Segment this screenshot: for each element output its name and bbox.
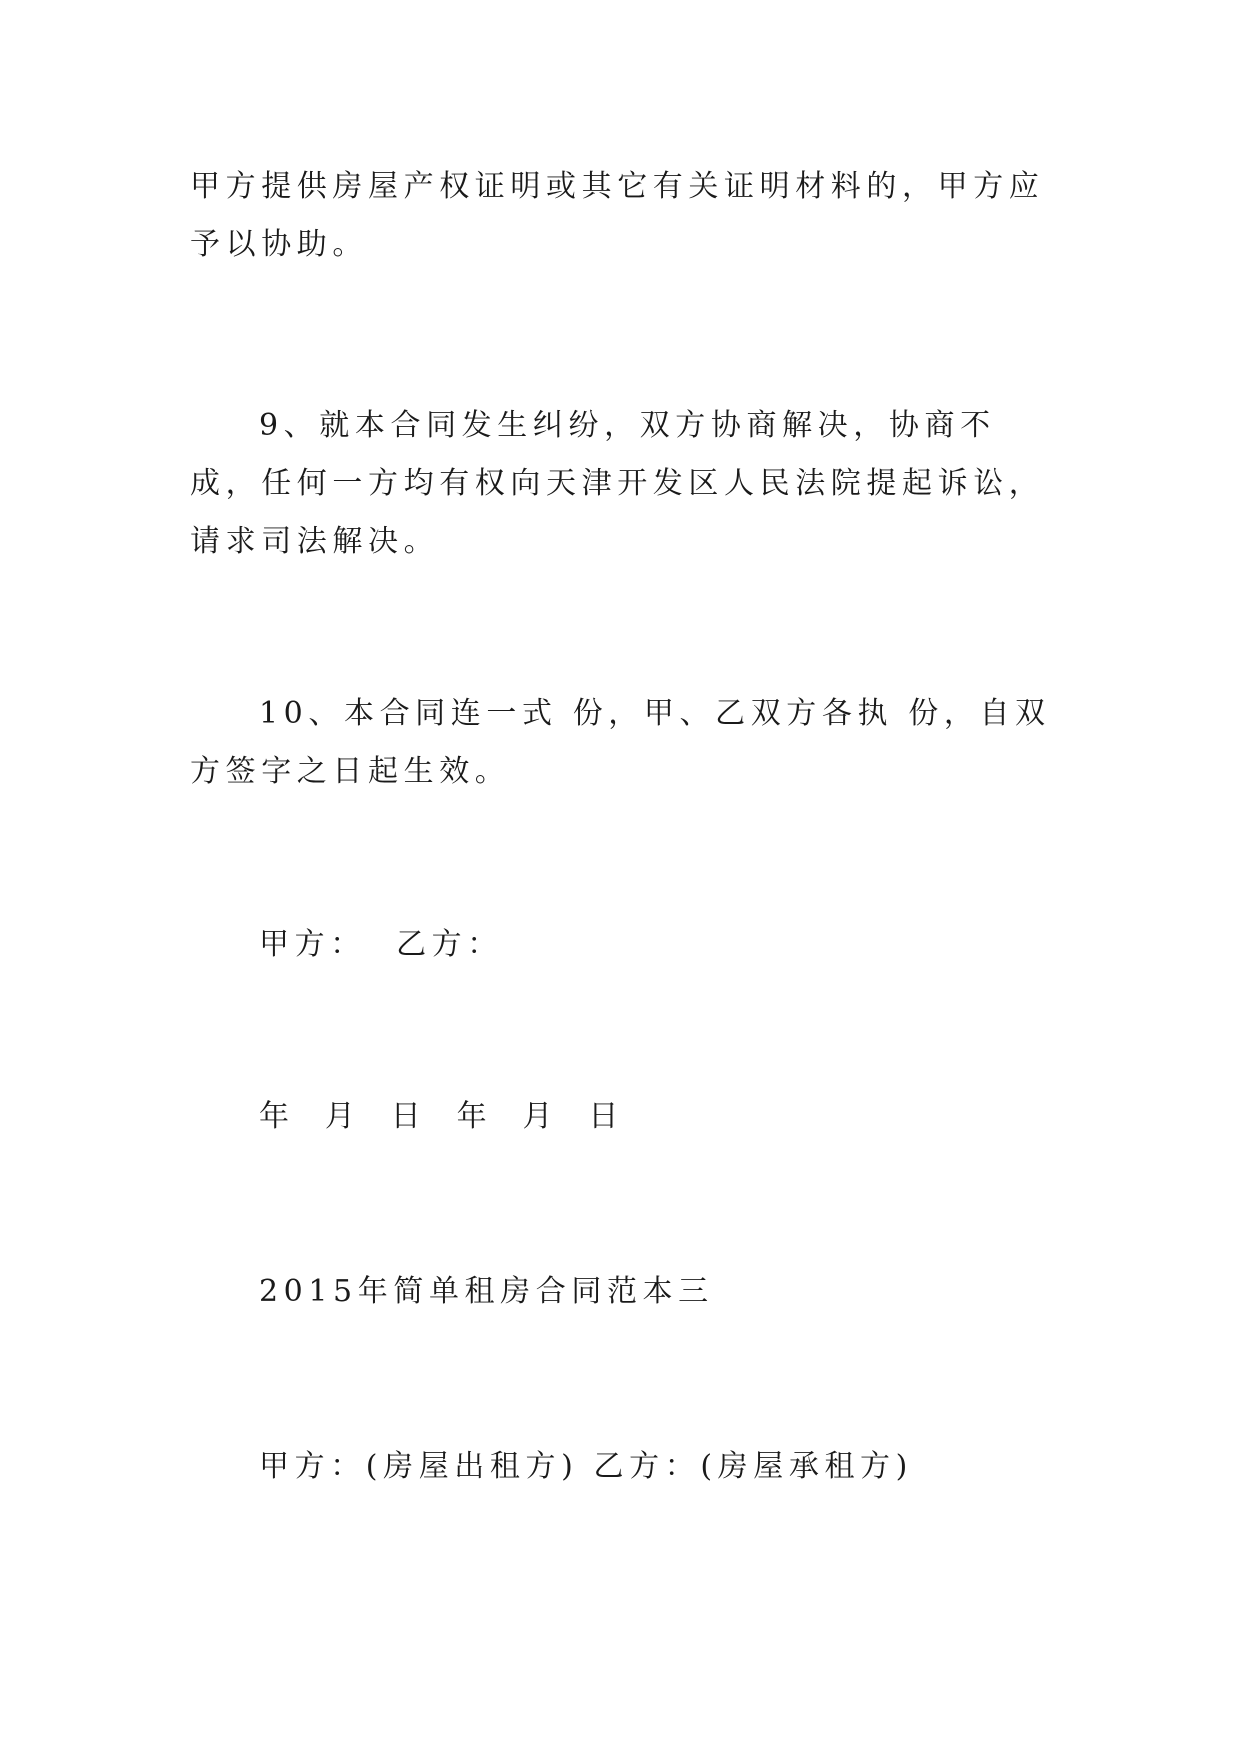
date-line: 年 月 日 年 月 日 (259, 1099, 624, 1134)
paragraph-clause-9: 9、就本合同发生纠纷，双方协商解决，协商不成，任何一方均有权向天津开发区人民法院提起诉讼，请求司法解决。 (190, 408, 1045, 559)
parties-line: 甲方：(房屋出租方) 乙方：(房屋承租方) (259, 1449, 913, 1484)
section-title: 2015年简单租房合同范本三 (259, 1274, 714, 1309)
paragraph-property-proof: 甲方提供房屋产权证明或其它有关证明材料的，甲方应予以协助。 (190, 169, 1045, 262)
signature-line: 甲方： 乙方： (259, 927, 503, 962)
paragraph-clause-10: 10、本合同连一式 份，甲、乙双方各执 份，自双方签字之日起生效。 (190, 696, 1051, 789)
